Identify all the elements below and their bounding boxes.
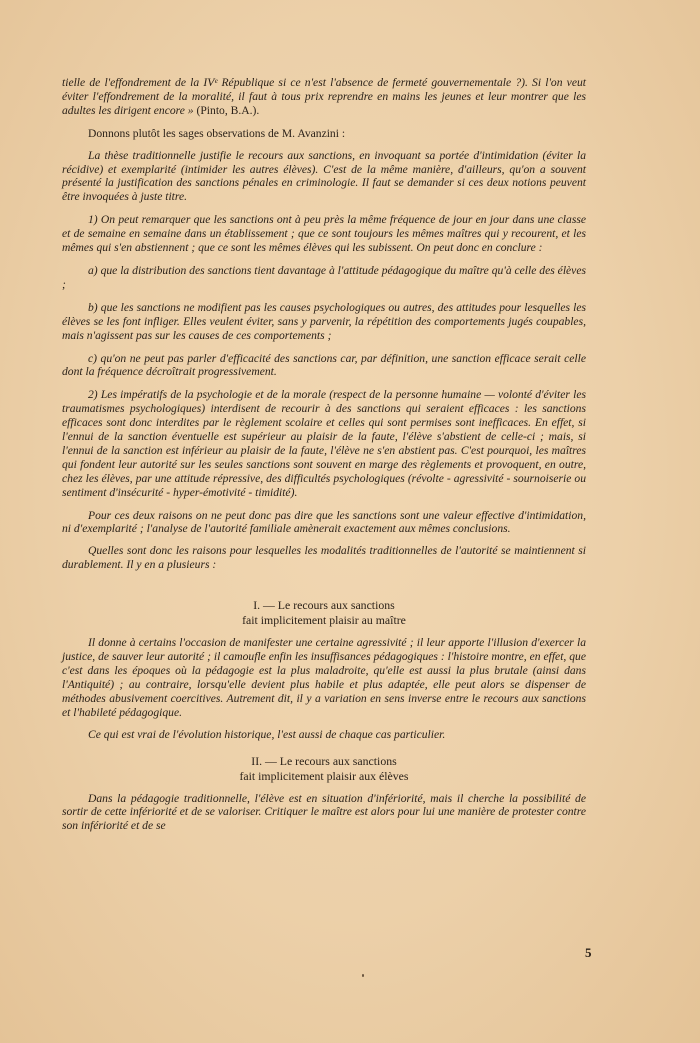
- paragraph-point-c: c) qu'on ne peut pas parler d'efficacité des sanctions car, par définition, une sanction efficace serait celle dont la fréquence décroîtrait progressivement.: [62, 351, 586, 379]
- paragraph-point-b: b) que les sanctions ne modifient pas les causes psychologiques ou autres, des attitudes pour lesquelles les élèves se les font infliger. Elles veulent éviter, sans y parvenir, la répétition des comportements jugés coupables, mais n'agissent pas sur les causes de ces comportements ;: [62, 300, 586, 342]
- paragraph-section-1-body: Il donne à certains l'occasion de manifester une certaine agressivité ; il leur apporte l'illusion d'exercer la justice, de sauver leur autorité ; il camoufle enfin les insuffisances pédagogiques : l'histoire montre, en effet, que c'est dans les époques où la pédagogie est la plus maladroite, qu'elle est aussi la plus brutale (ainsi dans l'Antiquité) ; au contraire, lorsqu'elle devient plus habile et plus adaptée, elle peut alors se dispenser de méthodes abusivement coercitives. Autrement dit, il y a variation en sens inverse entre le recours aux sanctions et l'habileté pédagogique.: [62, 636, 586, 719]
- paragraph-traditional-thesis: La thèse traditionnelle justifie le recours aux sanctions, en invoquant sa portée d'intimidation (éviter la récidive) et exemplarité (intimider les autres élèves). C'est de la même manière, d'ailleurs, qu'on a souvent présenté la justification des sanctions pénales en criminologie. Il faut se demander si ces deux notions peuvent être invoquées à juste titre.: [62, 148, 586, 204]
- quote-citation: (Pinto, B.A.).: [193, 103, 260, 117]
- page-number: 5: [585, 945, 592, 960]
- paragraph-two-reasons: Pour ces deux raisons on ne peut donc pas dire que les sanctions sont une valeur effective d'intimidation, ni d'exemplarité ; l'analyse de l'autorité familiale amènerait exactement aux mêmes conclusions.: [62, 508, 586, 536]
- paragraph-section-2-body: Dans la pédagogie traditionnelle, l'élève est en situation d'infériorité, mais il cherche la possibilité de sortir de cette infériorité et de se valoriser. Critiquer le maître est alors pour lui une manière de protester contre son infériorité et de se: [62, 791, 586, 833]
- paragraph-intro-avanzini: Donnons plutôt les sages observations de M. Avanzini :: [88, 126, 346, 140]
- section-heading-2-line-2: fait implicitement plaisir aux élèves: [239, 768, 409, 783]
- section-heading-1-line-2: fait implicitement plaisir au maître: [242, 613, 406, 628]
- paragraph-point-1: 1) On peut remarquer que les sanctions ont à peu près la même fréquence de jour en jour dans une classe et de semaine en semaine dans un établissement ; que ce sont toujours les mêmes maîtres qui y recourent, et les mêmes qui s'en abstiennent ; que ce sont les mêmes élèves qui les subissent. On peut donc en conclure :: [62, 213, 586, 255]
- paper-speck: [362, 974, 364, 977]
- quote-text: tielle de l'effondrement de la IVᵉ République si ce n'est l'absence de fermeté gouvernementale ?). Si l'on veut éviter l'effondrement de la moralité, il faut à tous prix reprendre en mains les jeunes et leur montrer que les adultes les dirigent encore »: [62, 76, 586, 117]
- paragraph-point-2: 2) Les impératifs de la psychologie et de la morale (respect de la personne humaine — volonté d'éviter les traumatismes psychologiques) interdisent de recourir à des sanctions qui seraient efficaces : les sanctions efficaces sont donc interdites par le règlement scolaire et celles qui sont permises sont inefficaces. En effet, si l'ennui de la sanction éventuelle est supérieur au plaisir de la faute, l'élève s'abstient de celle-ci ; mais, si l'ennui de la sanction est inférieur au plaisir de la faute, l'élève ne s'en abstient pas. C'est pourquoi, les maîtres qui fondent leur autorité sur les seules sanctions sont souvent en marge des règlements et provoquent, en outre, chez les élèves, par une attitude répressive, des difficultés psychologiques (révolte - agressivité - sournoiserie ou sentiment d'insécurité - hyper-émotivité - timidité).: [62, 388, 586, 499]
- page-body: [62, 76, 586, 833]
- section-heading-1: [62, 598, 586, 628]
- section-heading-2-line-1: II. — Le recours aux sanctions: [251, 753, 397, 768]
- section-heading-1-line-1: I. — Le recours aux sanctions: [253, 598, 395, 613]
- paragraph-continued-quote: [62, 76, 586, 118]
- paragraph-point-a: a) que la distribution des sanctions tient davantage à l'attitude pédagogique du maître qu'à celle des élèves ;: [62, 263, 586, 291]
- section-heading-2: [62, 754, 586, 784]
- paragraph-question: Quelles sont donc les raisons pour lesquelles les modalités traditionnelles de l'autorité se maintiennent si durablement. Il y en a plusieurs :: [62, 544, 586, 572]
- paragraph-section-1-conclusion: Ce qui est vrai de l'évolution historique, l'est aussi de chaque cas particulier.: [88, 727, 446, 741]
